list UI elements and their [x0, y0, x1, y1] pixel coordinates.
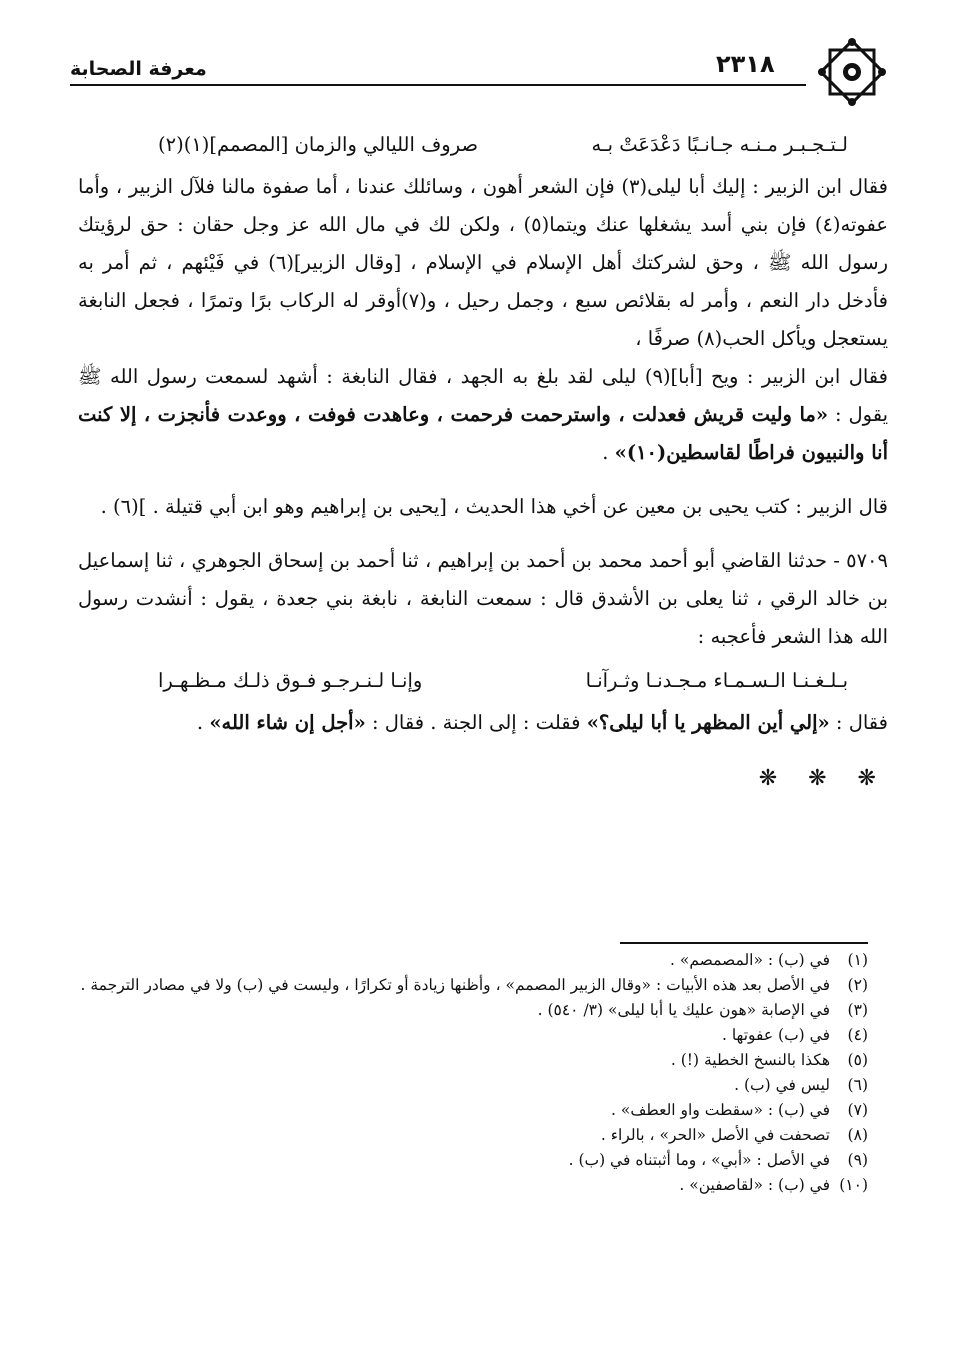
footnote-text: هكذا بالنسخ الخطية (!) .: [670, 1051, 830, 1069]
dialogue-end: .: [196, 711, 210, 734]
octagram-ornament-icon: [816, 36, 888, 108]
footnote-number: (٧): [847, 1101, 868, 1119]
dialogue-part-1: فقال :: [829, 711, 888, 734]
footnote-text: في (ب) : «سقطت واو العطف» .: [611, 1101, 830, 1119]
book-title: معرفة الصحابة: [70, 58, 207, 80]
footnotes: [78, 948, 868, 1198]
footnote-text: في الإصابة «هون عليك يا أبا ليلى» (٣/ ٥٤٠) .: [537, 1001, 830, 1019]
footnote-number: (٥): [847, 1051, 868, 1069]
footnote: [78, 1123, 868, 1148]
paragraph-zubair-note: قال الزبير : كتب يحيى بن معين عن أخي هذا الحديث ، [يحيى بن إبراهيم وهو ابن أبي قتيلة . ](٦) .: [100, 495, 888, 518]
footnote-number: (٤): [847, 1026, 868, 1044]
footnote-text: في (ب) : «لقاصفين» .: [679, 1176, 830, 1194]
footnote-number: (٦): [847, 1076, 868, 1094]
verse-1-first-hemistich: لـتـجـبـر مـنـه جـانـبًا دَعْدَعَتْ بـه: [591, 133, 848, 156]
footnote-number: (١٠): [839, 1176, 868, 1194]
footnote-text: في الأصل بعد هذه الأبيات : «وقال الزبير المصمم» ، وأظنها زيادة أو تكرارًا ، وليست في (ب) ولا في مصادر الترجمة .: [80, 976, 830, 994]
footnote: [78, 1073, 868, 1098]
paragraph-2-end: .: [602, 441, 615, 464]
dialogue-part-2: فقلت : إلى الجنة . فقال :: [365, 711, 587, 734]
footnote: [78, 1048, 868, 1073]
section-separator: ❋ ❋ ❋: [758, 766, 888, 791]
page-header: [70, 44, 890, 104]
dialogue-quote-1: «إلي أين المظهر يا أبا ليلى؟»: [586, 711, 830, 734]
hadith-quote: «ما وليت قريش فعدلت ، واسترحمت فرحمت ، وعاهدت فوفت ، ووعدت فأنجزت ، إلا كنت أنا والنبيون فراطًا لقاسطين(١٠)»: [78, 403, 888, 464]
footnote-number: (٩): [847, 1151, 868, 1169]
footnote: [78, 973, 868, 998]
footnote-number: (٣): [847, 1001, 868, 1019]
dialogue-quote-2: «أجل إن شاء الله»: [209, 711, 366, 734]
footnote-text: في (ب) عفوتها .: [721, 1026, 830, 1044]
paragraph-ibn-zubair-reply: فقال ابن الزبير : إليك أبا ليلى(٣) فإن الشعر أهون ، وسائلك عندنا ، أما صفوة مالنا فلآل الزبير ، وأما عفوته(٤) فإن بني أسد يشغلها عنك ويتما(٥) ، ولكن لك في مال الله عز وجل حقان : حق لرؤيتك رسول الله ﷺ ، وحق لشركتك أهل الإسلام في الإسلام ، [وقال الزبير](٦) في فَيْئهم ، ثم أمر به فأدخل دار النعم ، وأمر له بقلائص سبع ، وجمل رحيل ، و(٧)أوقر له الركاب برًا وتمرًا ، فجعل النابغة يستعجل ويأكل الحب(٨) صرفًا ،: [78, 175, 888, 350]
paragraph-2-intro: فقال ابن الزبير : ويح [أبا](٩) ليلى لقد بلغ به الجهد ، فقال النابغة : أشهد لسمعت رسول الله ﷺ يقول :: [78, 365, 888, 426]
verse-2-second-hemistich: وإنـا لـنـرجـو فـوق ذلـك مـظـهـرا: [158, 669, 423, 692]
footnote-rule: [620, 942, 868, 944]
header-rule: [70, 84, 806, 86]
footnote-number: (٨): [847, 1126, 868, 1144]
footnote-text: تصحفت في الأصل «الحر» ، بالراء .: [600, 1126, 830, 1144]
paragraph-final-dialogue: [78, 704, 888, 742]
verse-line-1: [78, 126, 888, 164]
footnote: [78, 1148, 868, 1173]
footnote-text: في الأصل : «أبي» ، وما أثبتناه في (ب) .: [568, 1151, 830, 1169]
footnote: [78, 1023, 868, 1048]
paragraph-nabigha-hadith: [78, 358, 888, 472]
verse-1-second-hemistich: صروف الليالي والزمان [المصمم](١)(٢): [158, 133, 479, 156]
footnote: [78, 948, 868, 973]
footnote: [78, 1098, 868, 1123]
verse-line-2: [78, 662, 888, 700]
footnote: [78, 1173, 868, 1198]
verse-2-first-hemistich: بـلـغـنـا الـسـمـاء مـجـدنـا وثـرآنـا: [585, 669, 848, 692]
footnote: [78, 998, 868, 1023]
footnote-text: ليس في (ب) .: [734, 1076, 830, 1094]
page-number: ٢٣١٨: [716, 50, 775, 78]
footnote-text: في (ب) : «المصمصم» .: [670, 951, 830, 969]
paragraph-hadith-5709: ٥٧٠٩ - حدثنا القاضي أبو أحمد محمد بن أحمد بن إبراهيم ، ثنا أحمد بن إسحاق الجوهري ، ثنا إسماعيل بن خالد الرقي ، ثنا يعلى بن الأشدق قال : سمعت النابغة ، نابغة بني جعدة ، يقول : أنشدت رسول الله هذا الشعر فأعجبه :: [78, 549, 888, 648]
footnote-number: (١): [847, 951, 868, 969]
main-text: [78, 120, 888, 798]
footnote-number: (٢): [847, 976, 868, 994]
